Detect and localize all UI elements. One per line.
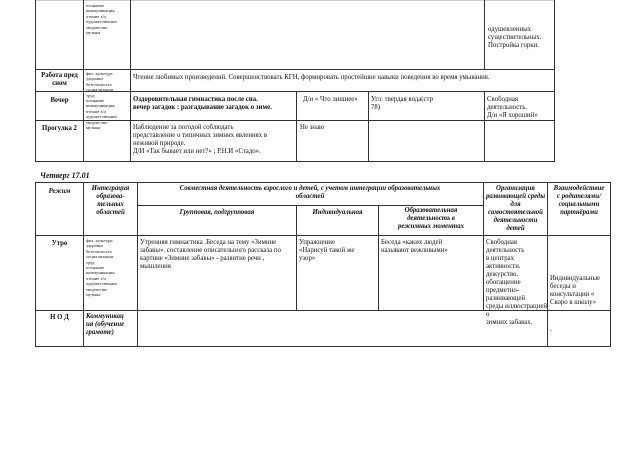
header-group: Групповая, подгрупповая (179, 209, 255, 216)
evening-group-text: Оздоровительная гимнастика после сна. вечер загадок : разгадывание загадок о зиме. (133, 96, 272, 111)
work-integration: физ. культура здоровье безопасность социализация труд познание коммуникация. чтение х/л художественное творчество музыка (86, 71, 118, 131)
day-title: Четверг 17.01 (40, 171, 90, 180)
morning-parents: Индивидуальные беседы и консультации « Скоро в школу» (550, 275, 601, 306)
morning-moments: Беседа «каких людей называют вежливыми» (381, 239, 448, 254)
walk-individual: Не знаю (300, 124, 325, 131)
integration-continued: познание коммуникация. чтение х/л художественное творчество музыка (86, 3, 118, 36)
nod-integration: Коммуникац ия (обучение грамоте) (86, 313, 125, 336)
header-integration: Интеграция образова- тельных областей (91, 185, 130, 216)
header-joint-activity: Совместная деятельность взрослого и детей, с учетом интеграции образовательных областей (179, 185, 441, 200)
header-organization: Организация развивающей среды для самостоятельной деятельности детей (485, 185, 546, 232)
morning-group: Утренняя гимнастика .Беседа на тему «Зимние забавы». составление описательного рассказа по картине «Зимние забавы» - развитие речи , мышления (140, 239, 281, 270)
evening-individual: Д/и « Что лишнее» (303, 96, 358, 103)
morning-organization: Свободная деятельность в центрах активности. дежурство. обогащение предметно-развивающей среды иллюстрацией о зимних забавах. (486, 239, 547, 326)
row-label-walk-2: Прогулка 2 (42, 125, 77, 132)
morning-integration: физ. культура здоровье безопасность социализация труд познание коммуникация. чтение х/л художественное творчество музыка (86, 238, 118, 298)
evening-organization: Свободная деятельность. Д/и «Я хороший» (487, 96, 538, 119)
header-individual: Индивидуальная (312, 209, 363, 216)
row-label-evening: Вечер (50, 97, 69, 104)
row-label-work-before-sleep: Работа пред сном (41, 72, 78, 87)
header-regime-moments: Образовательная деятельность в режимных моментах (397, 207, 465, 230)
walk-group-text: Наблюдение за погодой соблюдать представление о типичных зимних явлениях в неживой природе. Д/И «Так бывает или нет?» ; Р.Н.И «Стадо». (133, 124, 268, 155)
header-mode: Режим (48, 188, 71, 195)
organization-continued: одушевленных существительных. Постройка горки. (488, 26, 542, 49)
row-label-morning: Утро (51, 240, 68, 247)
nod-parents: . (550, 326, 552, 333)
evening-moments: Угл: твердая вода(стр 78) (371, 96, 433, 111)
morning-individual: Упражнение «Нарисуй такой же узор» (299, 239, 355, 262)
work-text: Чтение любимых произведений. Совершенствовать КГН, формировать простейшие навыки поведения во время умывания. (133, 74, 490, 81)
row-label-nod: Н О Д (50, 314, 69, 321)
header-parents: Взаимодействие с родителями/ социальными партнёрами (553, 185, 605, 216)
